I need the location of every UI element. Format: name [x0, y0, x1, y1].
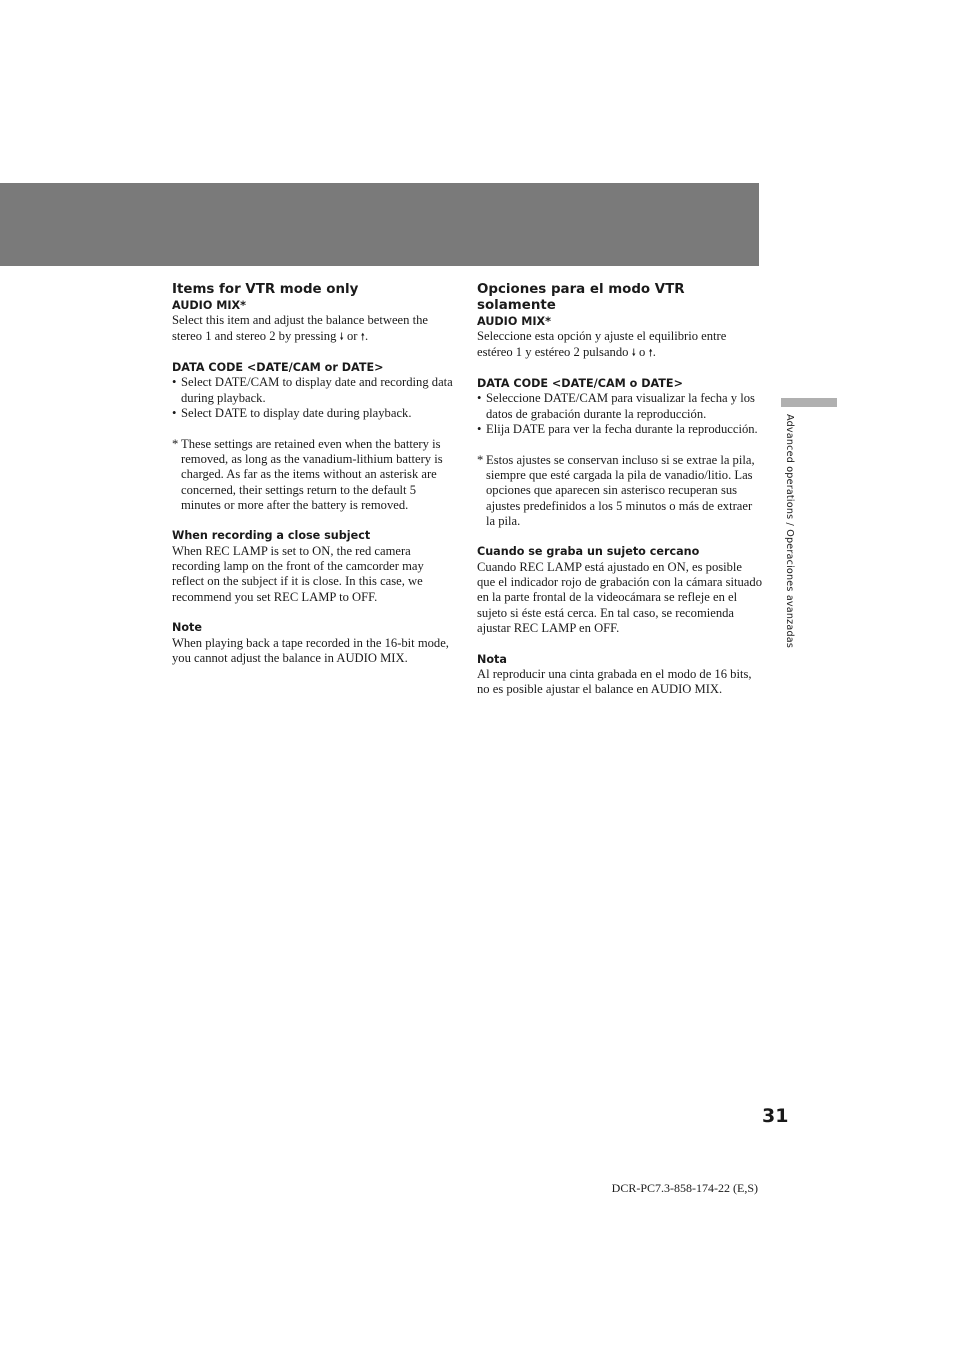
- english-column: [172, 282, 457, 666]
- list-item: • Seleccione DATE/CAM para visualizar la fecha y los datos de grabación durante la reproducción.: [477, 391, 755, 421]
- section-title: Items for VTR mode only: [172, 282, 359, 297]
- note-text: Al reproducir una cinta grabada en el modo de 16 bits, no es posible ajustar el balance en AUDIO MIX.: [477, 666, 752, 697]
- footnote: * These settings are retained even when the battery is removed, as long as the vanadium-lithium battery is charged. As far as the items without an asterisk are concerned, their settings return to the default 5 minutes or more after the battery is removed.: [172, 436, 443, 512]
- data-code-heading: DATA CODE <DATE/CAM o DATE>: [477, 377, 683, 391]
- arrow-down-icon: 🠗: [339, 331, 344, 343]
- note-heading: Nota: [477, 652, 507, 666]
- page-number: 31: [762, 1105, 789, 1127]
- header-band: [0, 183, 759, 266]
- section-title: Opciones para el modo VTR solamente: [477, 282, 685, 313]
- spanish-column: [477, 282, 762, 697]
- audio-mix-text: Select this item and adjust the balance between the stereo 1 and stereo 2 by pressing 🠗 or 🠕.: [172, 313, 457, 345]
- arrow-up-icon: 🠕: [648, 347, 653, 359]
- audio-mix-heading: AUDIO MIX*: [172, 299, 247, 312]
- close-subject-text: Cuando REC LAMP está ajustado en ON, es posible que el indicador rojo de grabación con la cámara situado en la parte frontal de la videocámara se refleje en el sujeto si éste está cerca. En tal caso, se recomienda ajustar REC LAMP en OFF.: [477, 559, 762, 635]
- list-item: • Select DATE to display date during playback.: [172, 406, 412, 421]
- document-code: DCR-PC7.3-858-174-22 (E,S): [611, 1181, 758, 1195]
- note-text: When playing back a tape recorded in the 16-bit mode, you cannot adjust the balance in AUDIO MIX.: [172, 635, 449, 665]
- section-side-label: Advanced operations / Operaciones avanzadas: [784, 414, 795, 649]
- footnote: * Estos ajustes se conservan incluso si se extrae la pila, siempre que esté cargada la pila de vanadio/litio. Las opciones que aparecen sin asterisco recuperan sus ajustes predefinidos a los 5 minutos o más de extraer la pila.: [477, 452, 755, 528]
- data-code-heading: DATA CODE <DATE/CAM or DATE>: [172, 361, 384, 375]
- close-subject-heading: When recording a close subject: [172, 529, 371, 543]
- arrow-down-icon: 🠗: [631, 347, 636, 359]
- section-tab-marker: [781, 398, 837, 407]
- close-subject-text: When REC LAMP is set to ON, the red camera recording lamp on the front of the camcorder may reflect on the subject if it is close. In this case, we recommend you set REC LAMP to OFF.: [172, 543, 424, 604]
- close-subject-heading: Cuando se graba un sujeto cercano: [477, 545, 700, 559]
- audio-mix-text: Seleccione esta opción y ajuste el equilibrio entre estéreo 1 y estéreo 2 pulsando 🠗 o 🠕.: [477, 329, 762, 361]
- list-item: • Select DATE/CAM to display date and recording data during playback.: [172, 375, 453, 405]
- arrow-up-icon: 🠕: [360, 331, 365, 343]
- audio-mix-heading: AUDIO MIX*: [477, 315, 552, 328]
- note-heading: Note: [172, 621, 202, 635]
- list-item: • Elija DATE para ver la fecha durante la reproducción.: [477, 422, 758, 437]
